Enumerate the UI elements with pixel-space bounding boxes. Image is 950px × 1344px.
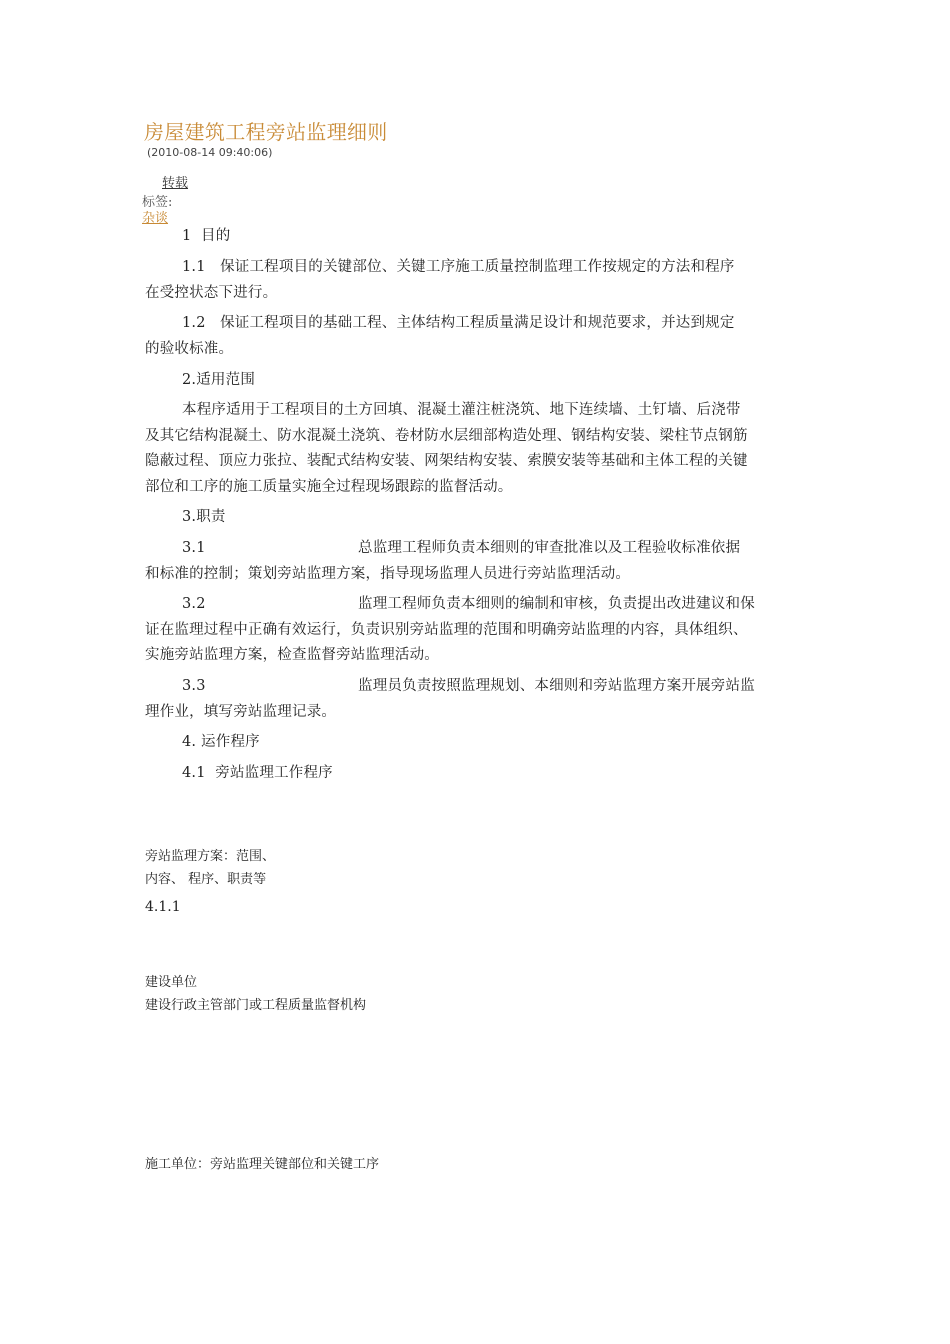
section-4-1-heading: 4.1 旁站监理工作程序 [182,765,333,781]
repost-link[interactable]: 转载 [162,176,189,191]
para-2-line-3: 隐蔽过程、顶应力张拉、装配式结构安装、网架结构安装、索膜安装等基础和主体工程的关键 [145,453,748,469]
para-3-2-line-3: 实施旁站监理方案，检查监督旁站监理活动。 [145,647,439,663]
flow-plan-line-1: 旁站监理方案：范围、 [145,849,276,864]
para-1-1-line-1: 1.1 保证工程项目的关键部位、关键工序施工质量控制监理工作按规定的方法和程序 [182,259,735,275]
para-2-line-1: 本程序适用于工程项目的土方回填、混凝土灌注桩浇筑、地下连续墙、土钉墙、后浇带 [182,402,741,418]
page-title: 房屋建筑工程旁站监理细则 [144,120,388,144]
para-1-2-line-1: 1.2 保证工程项目的基础工程、主体结构工程质量满足设计和规范要求，并达到规定 [182,315,735,331]
para-2-line-4: 部位和工序的施工质量实施全过程现场跟踪的监督活动。 [145,479,513,495]
para-3-3-line-1: 监理员负责按照监理规划、本细则和旁站监理方案开展旁站监 [358,678,755,694]
flow-authority: 建设行政主管部门或工程质量监督机构 [145,998,367,1013]
para-3-2-line-1: 监理工程师负责本细则的编制和审核，负责提出改进建议和保 [358,596,755,612]
tags-label: 标签: [142,195,173,210]
para-1-2-line-2: 的验收标准。 [145,341,234,357]
section-2-heading: 2.适用范围 [182,372,256,388]
para-3-1-line-1: 总监理工程师负责本细则的审查批准以及工程验收标准依据 [358,540,741,556]
para-2-line-2: 及其它结构混凝土、防水混凝土浇筑、卷材防水层细部构造处理、钢结构安装、梁柱节点钢筋 [145,428,748,444]
para-1-1-line-2: 在受控状态下进行。 [145,285,278,301]
para-3-3-number: 3.3 [182,678,206,694]
section-3-heading: 3.职责 [182,509,226,525]
section-1-heading: 1 目的 [182,228,231,244]
para-3-3-line-2: 理作业，填写旁站监理记录。 [145,704,337,720]
flow-owner: 建设单位 [145,975,198,990]
para-3-1-number: 3.1 [182,540,206,556]
para-3-2-number: 3.2 [182,596,206,612]
tag-link[interactable]: 杂谈 [142,211,169,226]
para-3-1-line-2: 和标准的控制；策划旁站监理方案，指导现场监理人员进行旁站监理活动。 [145,566,631,582]
flow-plan-line-2: 内容、 程序、职责等 [145,872,267,887]
flow-contractor: 施工单位：旁站监理关键部位和关键工序 [145,1157,380,1172]
section-4-heading: 4. 运作程序 [182,734,260,750]
flow-step-number: 4.1.1 [145,899,181,915]
publish-date: (2010-08-14 09:40:06) [147,146,273,159]
para-3-2-line-2: 证在监理过程中正确有效运行，负责识别旁站监理的范围和明确旁站监理的内容，具体组织、 [145,622,748,638]
